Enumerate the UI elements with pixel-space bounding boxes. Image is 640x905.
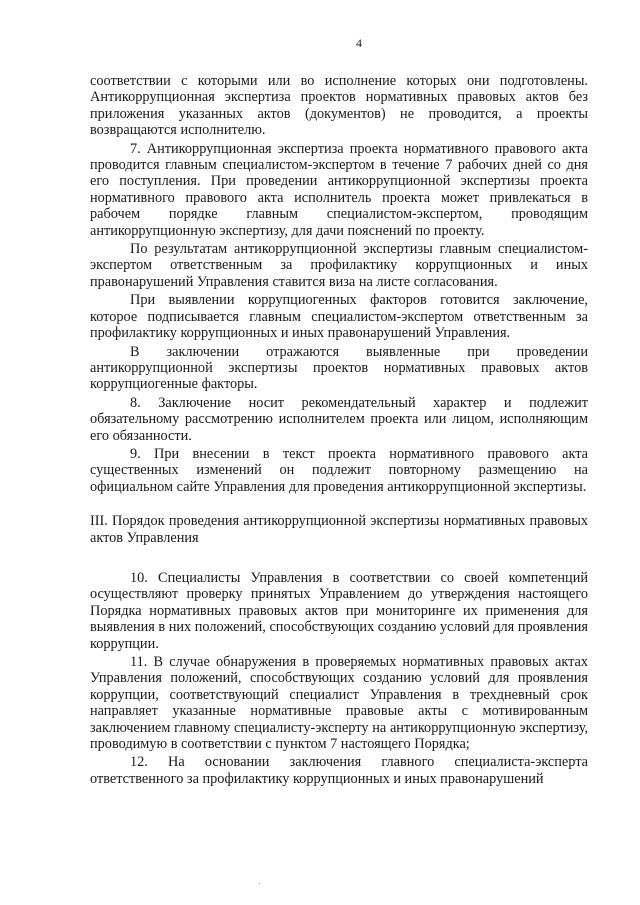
paragraph: 11. В случае обнаружения в проверяемых нормативных правовых актах Управления положений, способствующих созданию условий для проявления коррупции, соответствующий специалист Управления в трехдневный срок направляет указанные нормативные правовые акты с мотивированным заключением главному специалисту-эксперту на антикоррупционную экспертизу, проводимую в соответствии с пунктом 7 настоящего Порядка; (90, 654, 588, 753)
section-heading: III. Порядок проведения антикоррупционной экспертизы нормативных правовых актов Управления (90, 513, 588, 546)
scan-mark: . (258, 876, 261, 887)
page-number: 4 (356, 36, 362, 50)
paragraph: 12. На основании заключения главного специалиста-эксперта ответственного за профилактику коррупционных и иных правонарушений (90, 754, 588, 787)
paragraph: 10. Специалисты Управления в соответствии со своей компетенций осуществляют проверку принятых Управлением до утверждения настоящего Порядка нормативных правовых актов при мониторинге их применения для выявления в них положений, способствующих созданию условий для проявления коррупции. (90, 569, 588, 652)
body-text (90, 570, 588, 787)
paragraph: В заключении отражаются выявленные при проведении антикоррупционной экспертизы проектов нормативных правовых актов коррупциогенные факторы. (90, 343, 588, 393)
paragraph: 9. При внесении в текст проекта нормативного правового акта существенных изменений он подлежит повторному размещению на официальном сайте Управления для проведения антикоррупционной экспертизы. (90, 445, 588, 495)
paragraph: 7. Антикоррупционная экспертиза проекта нормативного правового акта проводится главным специалистом-экспертом в течение 7 рабочих дней со дня его поступления. При проведении антикоррупционной экспертизы проекта нормативного правового акта исполнитель проекта может привлекаться в рабочем порядке главным специалистом-экспертом, проводящим антикоррупционную экспертизу, для дачи пояснений по проекту. (90, 140, 588, 239)
paragraph: По результатам антикоррупционной экспертизы главным специалистом-экспертом ответственным за профилактику коррупционных и иных правонарушений Управления ставится виза на листе согласования. (90, 241, 588, 290)
paragraph: 8. Заключение носит рекомендательный характер и подлежит обязательному рассмотрению исполнителем проекта или лицом, исполняющим его обязанности. (90, 394, 588, 444)
paragraph: При выявлении коррупциогенных факторов готовится заключение, которое подписывается главным специалистом-экспертом ответственным за профилактику коррупционных и иных правонарушений Управления. (90, 292, 588, 342)
body-text (90, 73, 588, 495)
paragraph: соответствии с которыми или во исполнение которых они подготовлены. Антикоррупционная экспертиза проектов нормативных правовых актов без приложения указанных актов (документов) не проводится, а проекты возвращаются исполнителю. (90, 73, 588, 139)
